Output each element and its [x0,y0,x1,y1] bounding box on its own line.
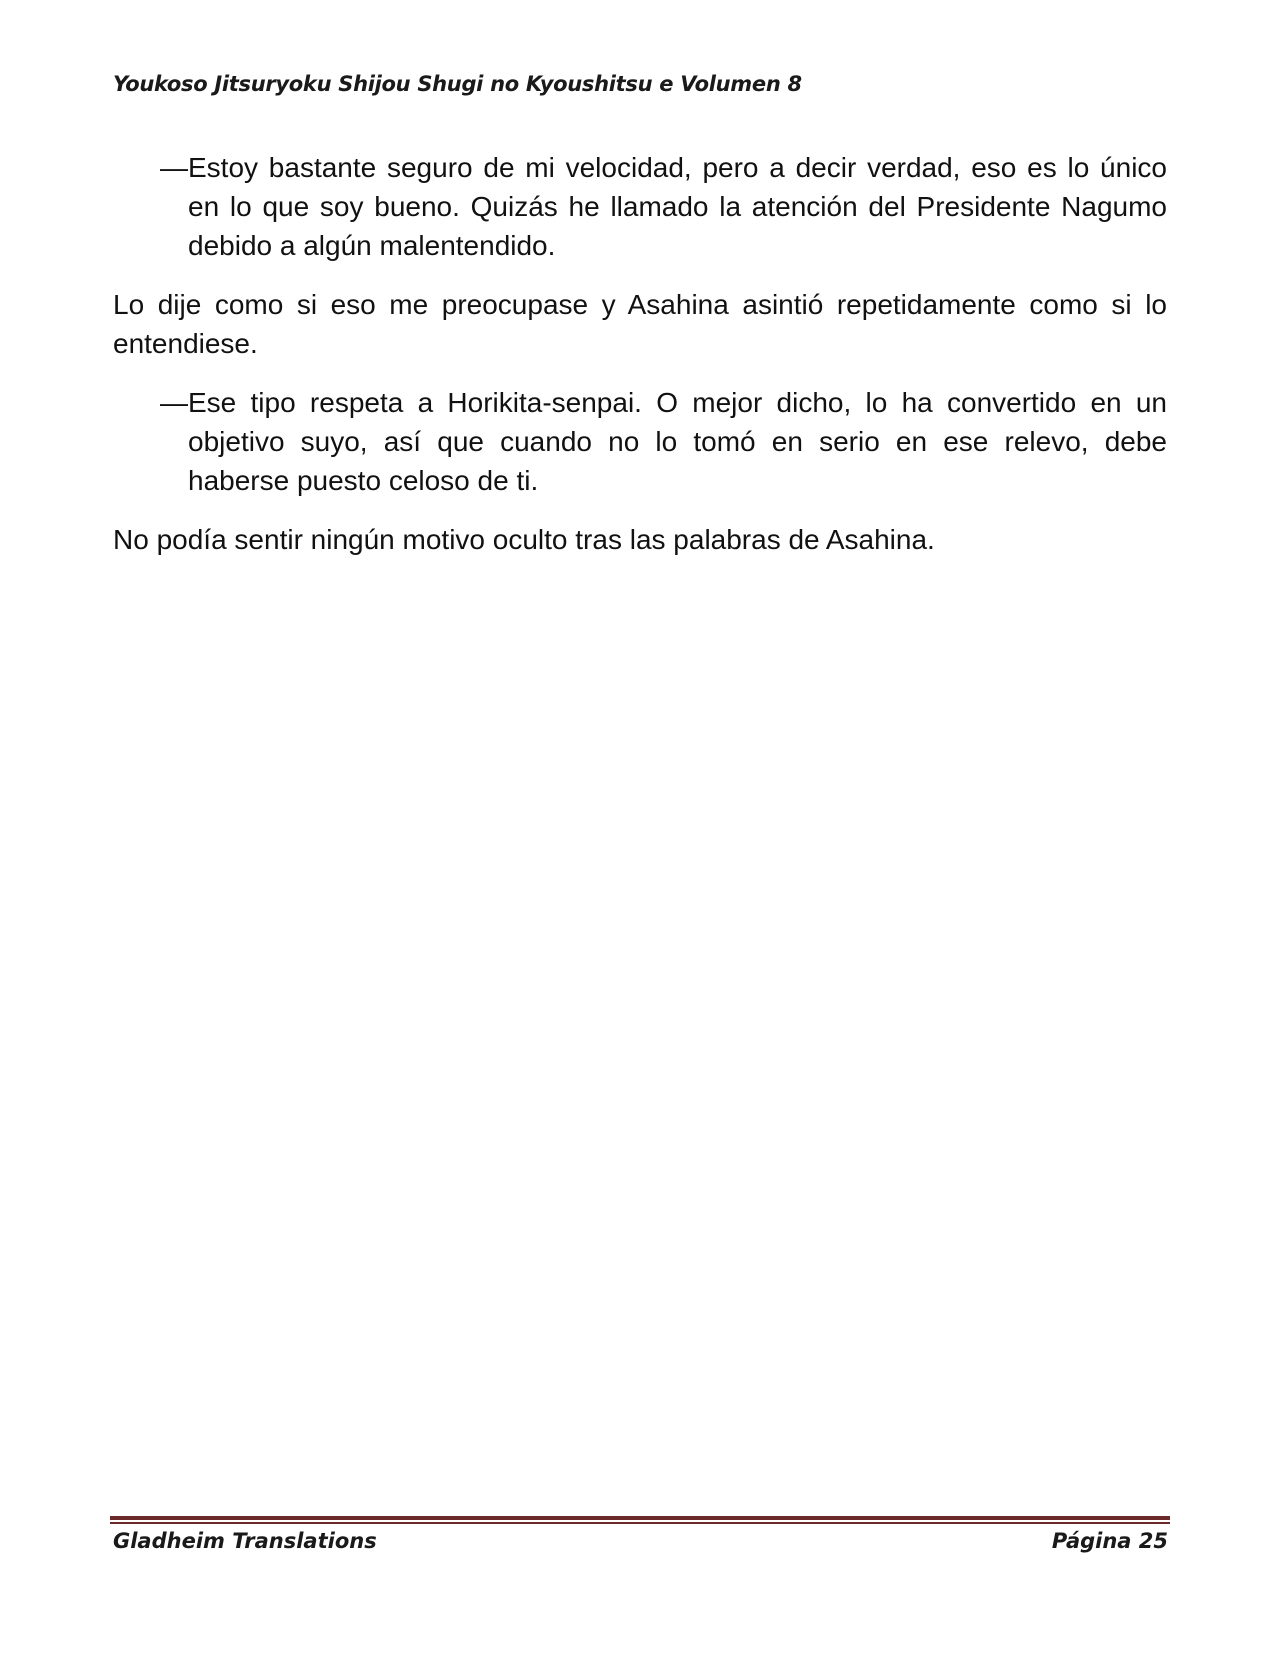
narration-paragraph: No podía sentir ningún motivo oculto tras las palabras de Asahina. [113,524,935,555]
page-body [113,148,1167,579]
dialogue-text: Estoy bastante seguro de mi velocidad, pero a decir verdad, eso es lo único en lo que soy bueno. Quizás he llamado la atención del Presidente Nagumo debido a algún malentendido. [188,152,1167,261]
dialogue-paragraph [113,148,1167,265]
footer-page-number: Página 25 [1051,1529,1168,1553]
footer-publisher: Gladheim Translations [113,1529,377,1553]
dialogue-dash: — [160,152,188,183]
dialogue-dash: — [160,387,188,418]
footer-divider [110,1516,1170,1524]
dialogue-paragraph [113,383,1167,500]
dialogue-text: Ese tipo respeta a Horikita-senpai. O mejor dicho, lo ha convertido en un objetivo suyo, así que cuando no lo tomó en serio en ese relevo, debe haberse puesto celoso de ti. [188,387,1167,496]
page-header-title: Youkoso Jitsuryoku Shijou Shugi no Kyoushitsu e Volumen 8 [113,72,802,96]
narration-paragraph: Lo dije como si eso me preocupase y Asahina asintió repetidamente como si lo entendiese. [113,289,1167,359]
